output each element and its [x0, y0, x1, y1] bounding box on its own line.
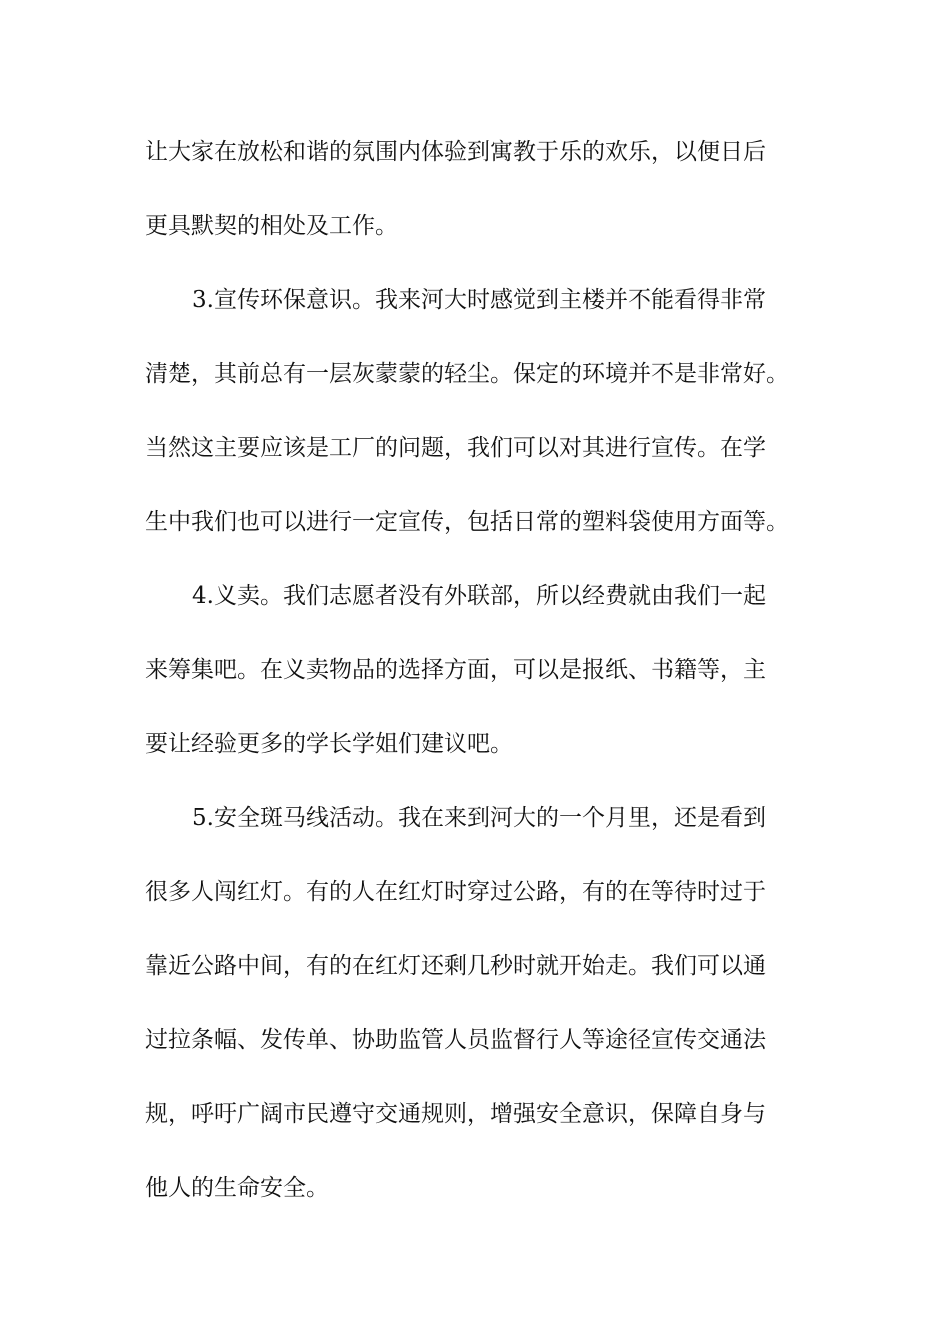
paragraph-3-start: 3.宣传环保意识。我来河大时感觉到主楼并不能看得非常	[192, 287, 766, 313]
paragraph-5-start: 5.安全斑马线活动。我在来到河大的一个月里，还是看到	[192, 805, 766, 831]
text-line: 当然这主要应该是工厂的问题，我们可以对其进行宣传。在学	[145, 435, 766, 461]
body-text	[145, 134, 815, 1244]
text-line: 很多人闯红灯。有的人在红灯时穿过公路，有的在等待时过于	[145, 879, 766, 905]
text-line: 要让经验更多的学长学姐们建议吧。	[145, 731, 513, 757]
text-line: 清楚，其前总有一层灰蒙蒙的轻尘。保定的环境并不是非常好。	[145, 361, 789, 387]
text-line: 让大家在放松和谐的氛围内体验到寓教于乐的欢乐，以便日后	[145, 139, 766, 165]
text-line: 更具默契的相处及工作。	[145, 213, 398, 239]
paragraph-4-start: 4.义卖。我们志愿者没有外联部，所以经费就由我们一起	[192, 583, 766, 609]
text-line: 生中我们也可以进行一定宣传，包括日常的塑料袋使用方面等。	[145, 509, 789, 535]
text-line: 他人的生命安全。	[145, 1175, 329, 1201]
text-line: 规，呼吁广阔市民遵守交通规则，增强安全意识，保障自身与	[145, 1101, 766, 1127]
text-line: 来筹集吧。在义卖物品的选择方面，可以是报纸、书籍等，主	[145, 657, 766, 683]
text-line: 靠近公路中间，有的在红灯还剩几秒时就开始走。我们可以通	[145, 953, 766, 979]
text-line: 过拉条幅、发传单、协助监管人员监督行人等途径宣传交通法	[145, 1027, 766, 1053]
